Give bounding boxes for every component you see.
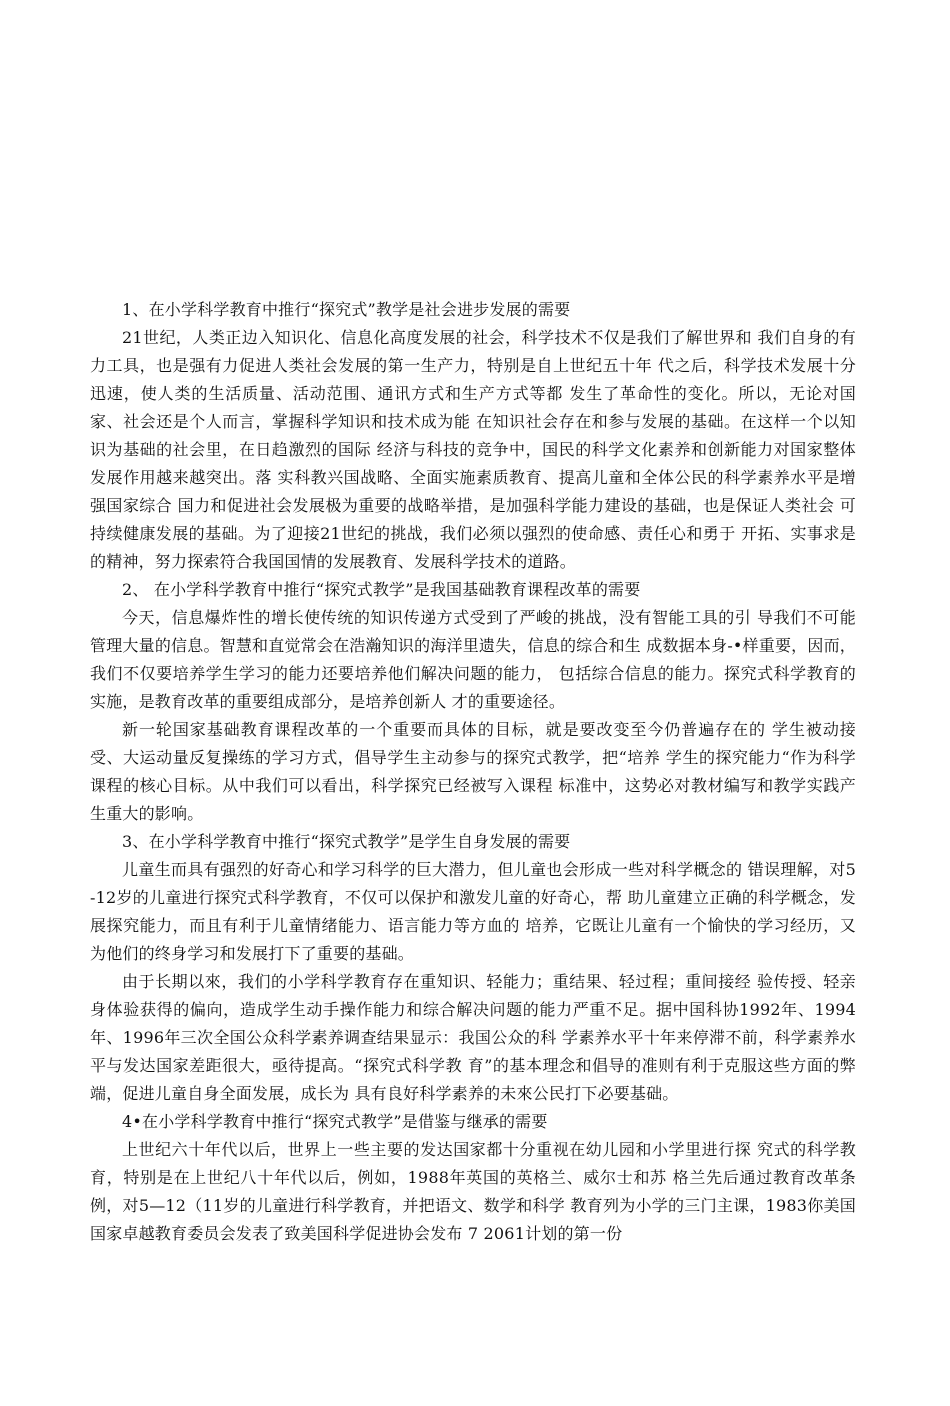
section-2-heading: 2、 在小学科学教育中推行“探究式教学”是我国基础教育课程改革的需要	[122, 580, 641, 599]
section-3-paragraph-1: 儿童生而具有强烈的好奇心和学习科学的巨大潜力，但儿童也会形成一些对科学概念的 错误理解，对5-12岁的儿童进行探究式科学教育，不仅可以保护和激发儿童的好奇心，帮 助儿童建立正确的科学概念，发展探究能力，而且有利于儿童情绪能力、语言能力等方血的 培养，它既让儿童有一个愉快的学习经历，又为他们的终身学习和发展打下了重要的基础。	[90, 860, 856, 963]
section-2-paragraph-1: 今天，信息爆炸性的增长使传统的知识传递方式受到了严峻的挑战，没有智能工具的引 导我们不可能管理大量的信息。智慧和直觉常会在浩瀚知识的海洋里遗失，信息的综合和生 成数据本身-•样重要，因而，我们不仅要培养学生学习的能力还要培养他们解决问题的能力， 包括综合信息的能力。探究式科学教育的实施，是教育改革的重要组成部分，是培养创新人 才的重要途径。	[90, 608, 856, 711]
section-2-paragraph-2: 新一轮国家基础教育课程改革的一个重要而具体的目标，就是要改变至今仍普遍存在的 学生被动接受、大运动量反复操练的学习方式，倡导学生主动参与的探究式教学，把“培养 学生的探究能力“作为科学课程的核心目标。从中我们可以看出，科学探究已经被写入课程 标准中，这势必对教材编写和教学实践产生重大的影响。	[90, 720, 856, 823]
section-4-paragraph-1: 上世纪六十年代以后，世界上一些主要的发达国家都十分重视在幼儿园和小学里进行探 究式的科学教育，特别是在上世纪八十年代以后，例如，1988年英国的英格兰、威尔士和苏 格兰先后通过教育改革条例，对5—12（11岁的儿童进行科学教育，并把语文、数学和科学 教育列为小学的三门主课，1983你美国国家卓越教育委员会发表了致美国科学促进协会发布 7 2061计划的第一份	[90, 1140, 856, 1243]
document-body	[90, 296, 856, 1248]
section-1-heading: 1、在小学科学教育中推行“探究式”教学是社会进步发展的需要	[122, 300, 571, 319]
section-1-paragraph-1: 21世纪，人类正边入知识化、信息化高度发展的社会，科学技术不仅是我们了解世界和 我们自身的有力工具，也是强有力促进人类社会发展的第一生产力，特别是自上世纪五十年 代之后，科学技术发展十分迅速，使人类的生活质量、活动范围、通讯方式和生产方式等都 发生了革命性的变化。所以，无论对国家、社会还是个人而言，掌握科学知识和技术成为能 在知识社会存在和参与发展的基础。在这样一个以知识为基础的社会里，在日趋激烈的国际 经济与科技的竞争中，国民的科学文化素养和创新能力对国家整体发展作用越来越突出。落 实科教兴国战略、全面实施素质教育、提高儿童和全体公民的科学素养水平是增强国家综合 国力和促进社会发展极为重要的战略举措，是加强科学能力建设的基础，也是保证人类社会 可持续健康发展的基础。为了迎接21世纪的挑战，我们必须以强烈的使命感、责任心和勇于 开拓、实事求是的精神，努力探索符合我国国情的发展教育、发展科学技术的道路。	[90, 328, 856, 571]
section-3-heading: 3、在小学科学教育中推行“探究式教学”是学生自身发展的需要	[122, 832, 571, 851]
section-3-paragraph-2: 由于长期以來，我们的小学科学教育存在重知识、轻能力；重结果、轻过程；重间接经 验传授、轻亲身体验获得的偏向，造成学生动手操作能力和综合解决问题的能力严重不足。据中国科协1992年、1994年、1996年三次全国公众科学素养调查结果显示：我国公众的科 学素养水平十年来停滞不前，科学素养水平与发达国家差距很大，亟待提高。“探究式科学教 育”的基本理念和倡导的准则有利于克服这些方面的弊端，促进儿童自身全面发展，成长为 具有良好科学素养的未來公民打下必要基础。	[90, 972, 856, 1103]
section-4-heading: 4•在小学科学教育中推行“探究式教学”是借鉴与继承的需要	[122, 1112, 548, 1131]
